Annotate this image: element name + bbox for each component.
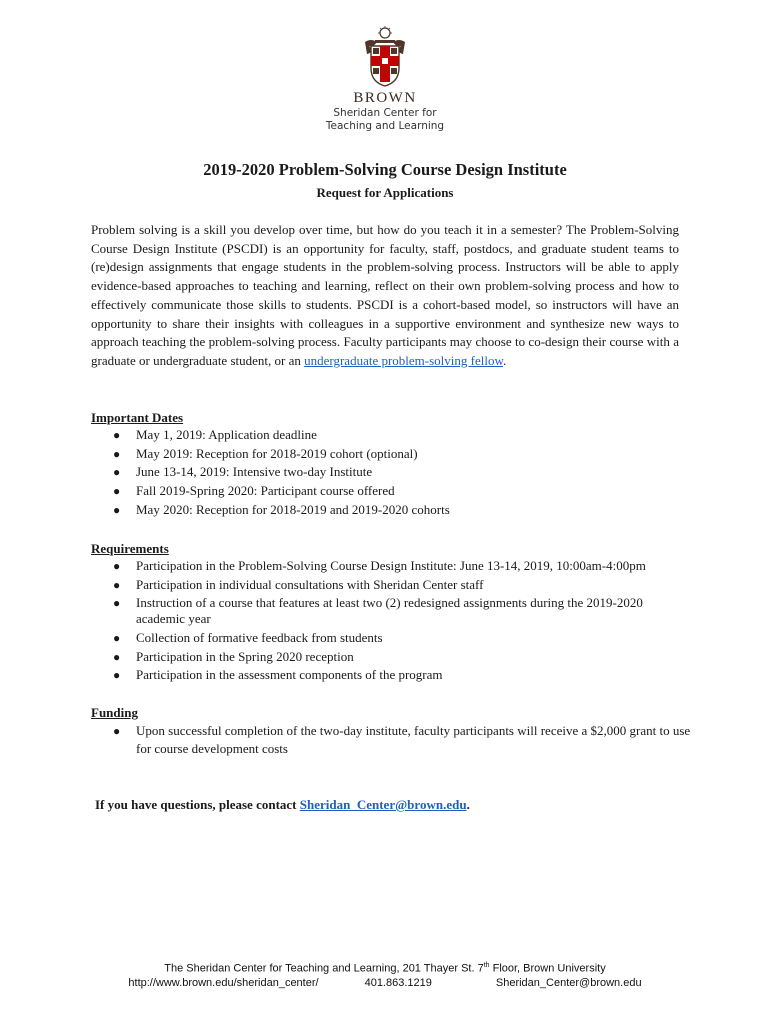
list-item-text: Participation in the Problem-Solving Course Design Institute: June 13-14, 2019, 10:00am-4:00pm bbox=[136, 558, 646, 573]
contact-suffix: . bbox=[466, 797, 470, 812]
intro-end: . bbox=[503, 352, 507, 368]
contact-prefix: If you have questions, please contact bbox=[95, 797, 300, 812]
funding-list bbox=[91, 722, 691, 758]
important-dates-heading: Important Dates bbox=[91, 410, 184, 425]
intro-paragraph bbox=[91, 221, 679, 371]
footer-url: http://www.brown.edu/sheridan_center/ bbox=[128, 976, 319, 989]
document-subtitle: Request for Applications bbox=[316, 185, 454, 200]
funding-section bbox=[91, 704, 691, 761]
footer-contacts bbox=[0, 976, 770, 990]
list-item bbox=[91, 630, 691, 646]
list-item-text: Upon successful completion of the two-day institute, faculty participants will receive a $2,000 grant to use for course development costs bbox=[136, 723, 691, 756]
bullet-icon: ● bbox=[113, 465, 121, 480]
footer-address-end: Floor, Brown University bbox=[489, 962, 606, 975]
bullet-icon: ● bbox=[113, 596, 121, 611]
list-item-text: Instruction of a course that features at least two (2) redesigned assignments during the 2019-2020 academic year bbox=[136, 595, 643, 627]
requirements-list bbox=[91, 558, 691, 683]
bullet-icon: ● bbox=[113, 724, 121, 738]
document-title: 2019-2020 Problem-Solving Course Design Institute bbox=[203, 160, 567, 179]
list-item bbox=[91, 722, 691, 758]
requirements-section bbox=[91, 540, 691, 686]
list-item bbox=[91, 649, 691, 665]
list-item bbox=[91, 558, 691, 574]
list-item-text: Fall 2019-Spring 2020: Participant course offered bbox=[136, 483, 395, 499]
footer-email: Sheridan_Center@brown.edu bbox=[495, 976, 642, 989]
funding-heading: Funding bbox=[91, 705, 138, 720]
footer-address-text: The Sheridan Center for Teaching and Learning, 201 Thayer St. 7 bbox=[164, 962, 484, 975]
intro-text: Problem solving is a skill you develop over time, but how do you teach it in a semester? The Problem-Solving Course Design Institute (PSCDI) is an opportunity for faculty, staff, postdocs, and graduate student teams to (re)design assignments that engage students in the problem-solving process. Instructors will be able to apply evidence-based approaches to teaching and learning, reflect on their own problem-solving process and how to effectively communicate those skills to students. PSCDI is a cohort-based model, so instructors will have an opportunity to share their insights with colleagues in a supportive environment and synthesize new ways to approach teaching the problem-solving process. Faculty participants may choose to co-design their course with a graduate or undergraduate student, or an bbox=[91, 222, 679, 368]
brand-name: BROWN bbox=[353, 90, 417, 106]
important-dates-list bbox=[91, 427, 691, 518]
center-name-line2: Teaching and Learning bbox=[325, 120, 445, 132]
bullet-icon: ● bbox=[113, 484, 121, 499]
list-item-text: Participation in the Spring 2020 reception bbox=[136, 648, 354, 664]
bullet-icon: ● bbox=[113, 502, 121, 517]
footer-phone: 401.863.1219 bbox=[364, 976, 432, 989]
requirements-heading: Requirements bbox=[91, 541, 169, 556]
list-item bbox=[91, 427, 691, 443]
list-item bbox=[91, 667, 691, 683]
list-item-text: June 13-14, 2019: Intensive two-day Institute bbox=[136, 464, 373, 480]
list-item-text: May 1, 2019: Application deadline bbox=[136, 427, 317, 442]
list-item bbox=[91, 502, 691, 518]
bullet-icon: ● bbox=[113, 559, 121, 573]
brown-university-seal-icon bbox=[361, 26, 409, 88]
page-footer bbox=[0, 959, 770, 990]
bullet-icon: ● bbox=[113, 631, 121, 646]
bullet-icon: ● bbox=[113, 428, 121, 442]
bullet-icon: ● bbox=[113, 649, 121, 664]
list-item bbox=[91, 446, 691, 462]
bullet-icon: ● bbox=[113, 668, 121, 683]
center-name-line1: Sheridan Center for bbox=[333, 107, 437, 119]
footer-ordinal: th bbox=[483, 962, 490, 969]
contact-email-link[interactable]: Sheridan_Center@brown.edu bbox=[299, 797, 467, 812]
list-item bbox=[91, 595, 691, 627]
contact-line bbox=[95, 797, 470, 813]
list-item bbox=[91, 464, 691, 480]
fellow-link[interactable]: undergraduate problem-solving fellow bbox=[304, 352, 504, 368]
bullet-icon: ● bbox=[113, 577, 121, 592]
bullet-icon: ● bbox=[113, 446, 121, 461]
footer-address bbox=[0, 959, 770, 976]
header-logo bbox=[0, 26, 770, 133]
list-item-text: Participation in individual consultations with Sheridan Center staff bbox=[136, 576, 484, 592]
list-item-text: Participation in the assessment components of the program bbox=[136, 667, 443, 683]
list-item-text: May 2020: Reception for 2018-2019 and 2019-2020 cohorts bbox=[136, 501, 450, 517]
list-item-text: May 2019: Reception for 2018-2019 cohort (optional) bbox=[136, 445, 418, 461]
list-item bbox=[91, 483, 691, 499]
important-dates-section bbox=[91, 409, 691, 520]
list-item bbox=[91, 577, 691, 593]
list-item-text: Collection of formative feedback from students bbox=[136, 630, 383, 646]
